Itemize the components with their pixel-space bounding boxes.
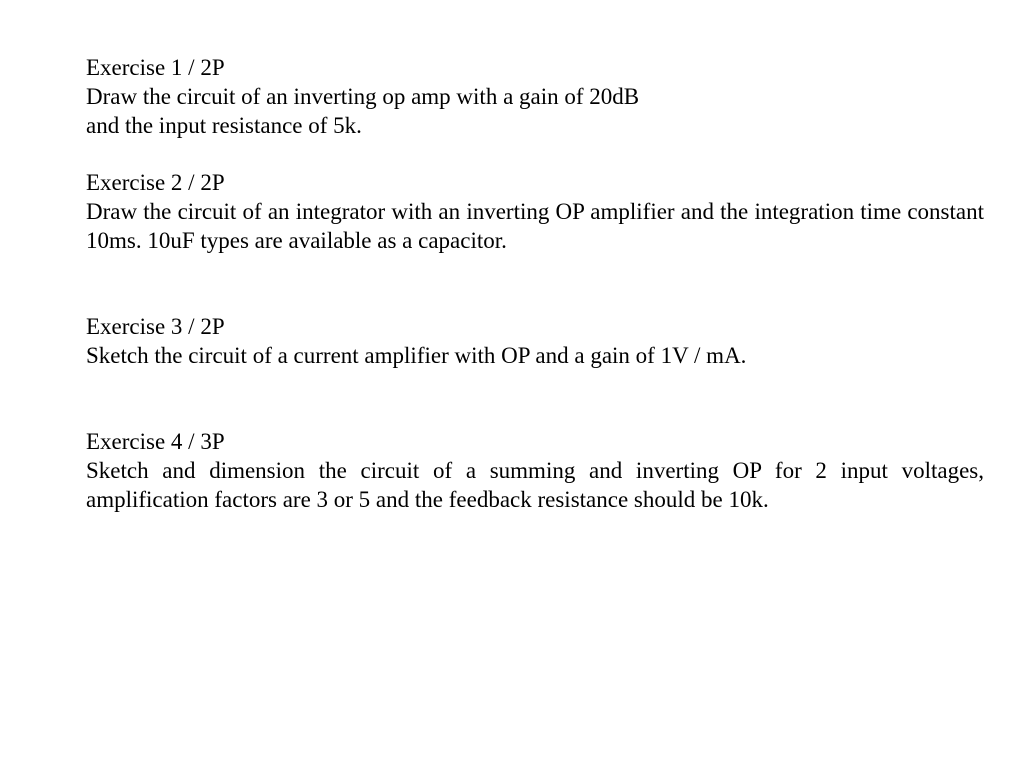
exercise-4-text: Sketch and dimension the circuit of a summing and inverting OP for 2 input voltages, amplification factors are 3 or 5 and the feedback resistance should be 10k. (86, 458, 984, 512)
exercise-2 (86, 168, 984, 255)
exercise-1-text-line-2: and the input resistance of 5k. (86, 113, 362, 138)
exercise-1 (86, 53, 984, 140)
exercise-1-text-line-1: Draw the circuit of an inverting op amp with a gain of 20dB (86, 84, 640, 109)
exercise-3 (86, 312, 984, 370)
exercise-4 (86, 427, 984, 514)
exercise-1-title: Exercise 1 / 2P (86, 55, 225, 80)
exercise-4-title: Exercise 4 / 3P (86, 429, 225, 454)
document-page (86, 53, 984, 514)
exercise-2-title: Exercise 2 / 2P (86, 170, 225, 195)
exercise-3-title: Exercise 3 / 2P (86, 314, 225, 339)
exercise-2-text: Draw the circuit of an integrator with an inverting OP amplifier and the integration time constant 10ms. 10uF types are available as a capacitor. (86, 199, 984, 253)
exercise-3-text: Sketch the circuit of a current amplifier with OP and a gain of 1V / mA. (86, 343, 747, 368)
exercise-1-text (86, 82, 984, 140)
